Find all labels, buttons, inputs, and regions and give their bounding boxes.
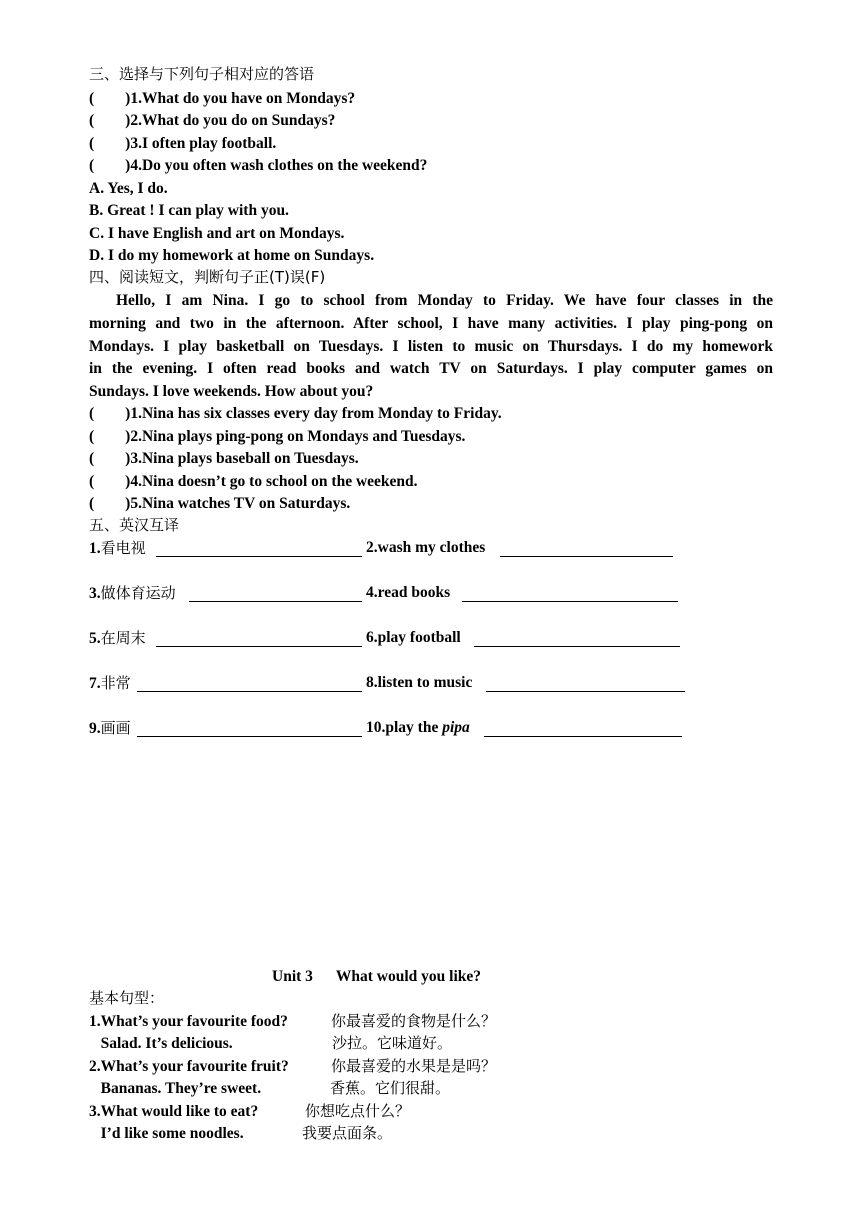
sentence-cn-1: 你最喜爱的食物是什么？ (331, 1012, 497, 1030)
passage-line-5: Sundays. I love weekends. How about you? (89, 383, 374, 400)
option-d: D. I do my homework at home on Sundays. (89, 247, 375, 264)
answer-blank[interactable] (156, 542, 362, 557)
question-4: ( )4.Do you often wash clothes on the weekend? (89, 157, 428, 174)
passage-line-4: in the evening. I often read books and watch TV on Saturdays. I play computer games on (89, 360, 773, 377)
statement-1: ( )1.Nina has six classes every day from Monday to Friday. (89, 405, 502, 422)
item-english: 10.play the (366, 719, 443, 736)
sentence-en-1: 1.What’s your favourite food? (89, 1013, 288, 1030)
unit-subheading: 基本句型： (89, 989, 165, 1007)
statement-4: ( )4.Nina doesn’t go to school on the weekend. (89, 473, 418, 490)
translation-item-5 (89, 628, 146, 649)
item-chinese: 做体育运动 (100, 584, 176, 602)
translation-item-1 (89, 538, 146, 559)
answer-blank[interactable] (156, 632, 362, 647)
translation-item-7 (89, 673, 131, 694)
sentence-cn-2: 沙拉。它味道好。 (332, 1034, 453, 1052)
answer-blank[interactable] (137, 722, 362, 737)
item-number: 9. (89, 720, 101, 737)
answer-blank[interactable] (462, 587, 678, 602)
sentence-en-6: I’d like some noodles. (89, 1125, 244, 1142)
section-5-heading: 五、英汉互译 (89, 516, 180, 534)
statement-3: ( )3.Nina plays baseball on Tuesdays. (89, 450, 359, 467)
translation-item-3 (89, 583, 176, 604)
item-chinese: 非常 (100, 674, 131, 692)
option-a: A. Yes, I do. (89, 180, 168, 197)
translation-item-10 (366, 718, 470, 738)
item-number: 1. (89, 540, 101, 557)
answer-blank[interactable] (484, 722, 682, 737)
translation-item-8: 8.listen to music (366, 674, 473, 691)
translation-item-2: 2.wash my clothes (366, 539, 486, 556)
passage-line-2: morning and two in the afternoon. After school, I have many activities. I play ping-pong on (89, 315, 773, 332)
answer-blank[interactable] (474, 632, 680, 647)
sentence-cn-3: 你最喜爱的水果是是吗？ (331, 1057, 497, 1075)
option-c: C. I have English and art on Mondays. (89, 225, 345, 242)
option-b: B. Great ! I can play with you. (89, 202, 289, 219)
translation-item-6: 6.play football (366, 629, 461, 646)
translation-item-9 (89, 718, 131, 739)
section-3-heading: 三、选择与下列句子相对应的答语 (89, 65, 315, 83)
answer-blank[interactable] (500, 542, 673, 557)
sentence-en-5: 3.What would like to eat? (89, 1103, 259, 1120)
sentence-en-4: Bananas. They’re sweet. (89, 1080, 262, 1097)
sentence-cn-4: 香蕉。它们很甜。 (330, 1079, 451, 1097)
question-2: ( )2.What do you do on Sundays? (89, 112, 336, 129)
unit-title: Unit 3 What would you like? (272, 968, 482, 985)
item-number: 3. (89, 585, 101, 602)
statement-5: ( )5.Nina watches TV on Saturdays. (89, 495, 351, 512)
question-3: ( )3.I often play football. (89, 135, 277, 152)
passage-line-3: Mondays. I play basketball on Tuesdays. I listen to music on Thursdays. I do my homework (89, 338, 773, 355)
answer-blank[interactable] (189, 587, 362, 602)
sentence-en-2: Salad. It’s delicious. (89, 1035, 233, 1052)
item-chinese: 画画 (100, 719, 131, 737)
sentence-en-3: 2.What’s your favourite fruit? (89, 1058, 289, 1075)
item-chinese: 看电视 (100, 539, 146, 557)
sentence-cn-5: 你想吃点什么？ (305, 1102, 411, 1120)
statement-2: ( )2.Nina plays ping-pong on Mondays and Tuesdays. (89, 428, 466, 445)
item-chinese: 在周末 (100, 629, 146, 647)
translation-item-4: 4.read books (366, 584, 451, 601)
item-number: 5. (89, 630, 101, 647)
section-4-heading: 四、阅读短文，判断句子正(T)误(F) (89, 268, 326, 286)
question-1: ( )1.What do you have on Mondays? (89, 90, 356, 107)
item-english-italic: pipa (442, 719, 470, 736)
answer-blank[interactable] (137, 677, 362, 692)
passage-line-1: Hello, I am Nina. I go to school from Monday to Friday. We have four classes in the (116, 292, 773, 309)
item-number: 7. (89, 675, 101, 692)
answer-blank[interactable] (486, 677, 685, 692)
sentence-cn-6: 我要点面条。 (302, 1124, 393, 1142)
